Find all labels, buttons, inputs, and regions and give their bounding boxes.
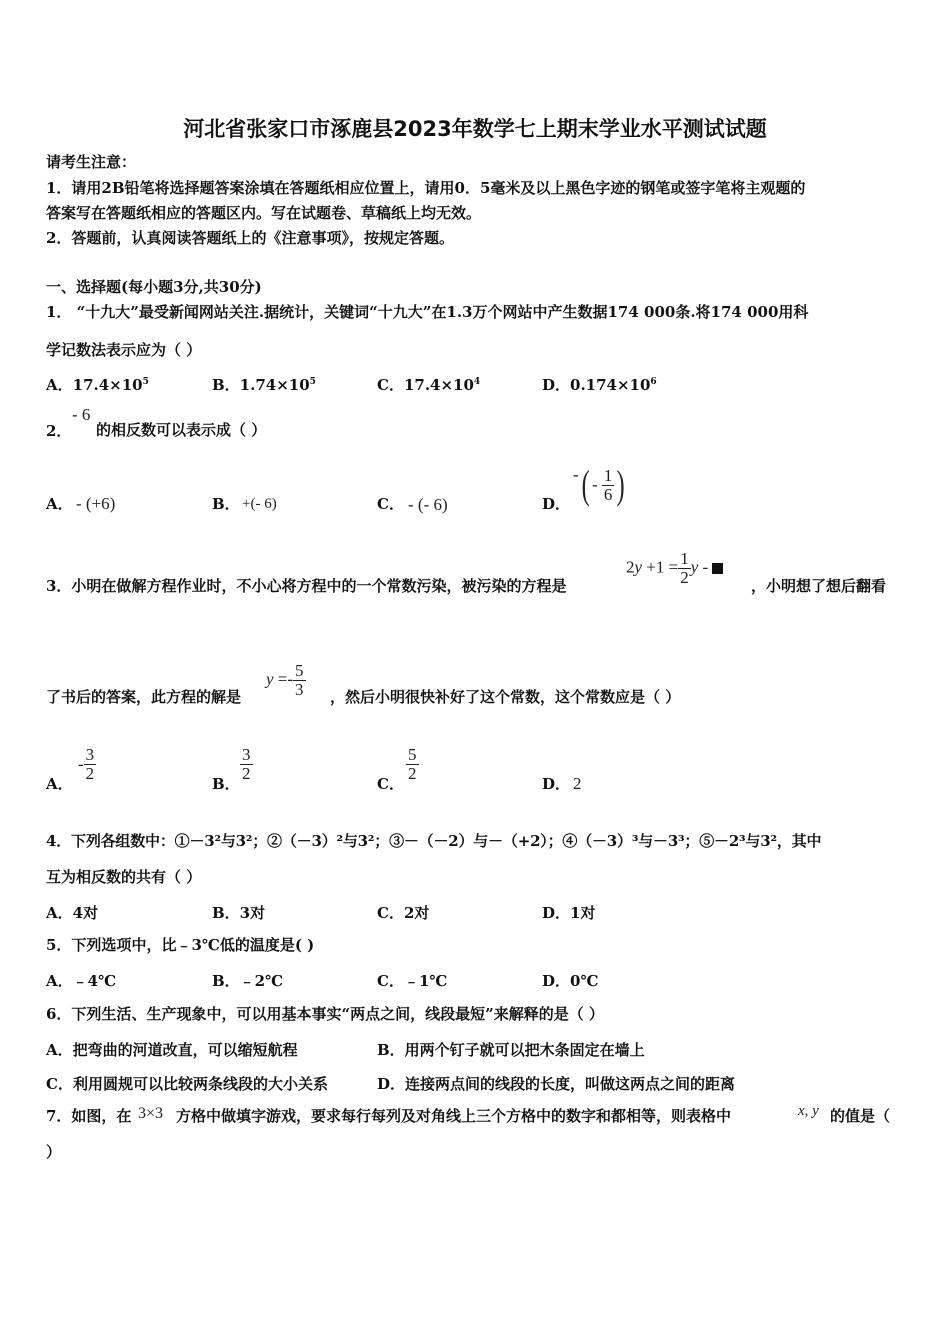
q6-option-a: A．把弯曲的河道改直，可以缩短航程 bbox=[46, 1041, 298, 1059]
q5-option-c: C．﹣1℃ bbox=[377, 972, 448, 990]
q3-option-c-label: C． bbox=[377, 775, 404, 793]
q2-d-outer-sign: - bbox=[573, 465, 579, 484]
q7-variables: x, y bbox=[798, 1103, 819, 1119]
q4-option-c: C．2对 bbox=[377, 904, 430, 922]
q6-text: 6．下列生活、生产现象中，可以用基本事实“两点之间，线段最短”来解释的是（ ） bbox=[46, 1005, 604, 1023]
q5-option-a: A．﹣4℃ bbox=[46, 972, 117, 990]
notice-item-2: 2．答题前，认真阅读答题纸上的《注意事项》，按规定答题。 bbox=[46, 229, 454, 247]
q5-option-d: D．0℃ bbox=[542, 972, 599, 990]
q1-option-d: D．$0.174\times 10^6$ bbox=[542, 376, 657, 394]
q3-text-2: 了书后的答案，此方程的解是 bbox=[46, 688, 242, 706]
q4-option-d: D．1对 bbox=[542, 904, 596, 922]
q7-text-end: 的值是（ bbox=[830, 1107, 891, 1125]
q3-option-c: $\frac{5}{2}$ bbox=[408, 745, 417, 783]
q2-option-a: - (+6) bbox=[76, 494, 116, 513]
q4-text: 4．下列各组数中：①－3²与3²；②（－3）²与3²；③－（－2）与－（+2）；④（－3）³与－3³；⑤－2³与3²，其中 bbox=[46, 832, 822, 850]
page-title: 河北省张家口市涿鹿县2023年数学七上期末学业水平测试试题 bbox=[183, 117, 767, 141]
q3-sol-fraction: $\frac{5}{3}$ bbox=[295, 661, 304, 699]
notice-item-1-cont: 答案写在答题纸相应的答题区内。写在试题卷、草稿纸上均无效。 bbox=[46, 204, 482, 222]
q3-option-a-label: A． bbox=[46, 775, 73, 793]
q7-text: 7．如图，在 bbox=[46, 1107, 132, 1125]
q2-option-a-label: A． bbox=[46, 495, 73, 513]
q3-option-d-label: D． bbox=[542, 775, 571, 793]
q5-option-b: B．﹣2℃ bbox=[212, 972, 284, 990]
q1-option-b: B．$1.74\times 10^5$ bbox=[212, 376, 316, 394]
q2-option-d bbox=[573, 462, 628, 507]
q4-option-a: A．4对 bbox=[46, 904, 99, 922]
section-heading: 一、选择题(每小题3分,共30分) bbox=[46, 278, 262, 296]
notice-item-1: 1．请用2B铅笔将选择题答案涂填在答题纸相应位置上，请用0．5毫米及以上黑色字迹的钢笔或签字笔将主观题的 bbox=[46, 179, 806, 197]
q2-option-b: +(- 6) bbox=[242, 496, 277, 512]
q7-text-cont: 方格中做填字游戏，要求每行每列及对角线上三个方格中的数字和都相等，则表格中 bbox=[176, 1107, 732, 1125]
q2-option-c: - (- 6) bbox=[408, 495, 448, 514]
q3-text: 3．小明在做解方程作业时，不小心将方程中的一个常数污染，被污染的方程是 bbox=[46, 577, 567, 595]
q3-option-b-label: B． bbox=[212, 775, 240, 793]
q2-number: 2． bbox=[46, 422, 72, 440]
q7-text-close: ） bbox=[46, 1143, 62, 1161]
q1-text-cont: 学记数法表示应为（ ） bbox=[46, 341, 202, 359]
q1-option-a: A．$17.4\times 10^5$ bbox=[46, 376, 149, 394]
q1-option-c: C．$17.4\times 10^4$ bbox=[377, 376, 481, 394]
q2-d-fraction: $\frac{1}{6}$ bbox=[603, 465, 613, 504]
q3-text-cont: ，小明想了想后翻看 bbox=[751, 577, 887, 595]
q6-option-d: D．连接两点间的线段的长度，叫做这两点之间的距离 bbox=[377, 1075, 736, 1093]
q5-text: 5．下列选项中，比﹣3℃低的温度是( ) bbox=[46, 936, 315, 954]
q6-option-c: C．利用圆规可以比较两条线段的大小关系 bbox=[46, 1075, 328, 1093]
q2-text: 的相反数可以表示成（ ） bbox=[96, 421, 267, 439]
notice-heading: 请考生注意： bbox=[46, 153, 137, 171]
q3-text-3: ，然后小明很快补好了这个常数，这个常数应是（ ） bbox=[330, 688, 681, 706]
q3-equation: 2y +1 = $\frac{1}{2}$ y - bbox=[626, 550, 723, 587]
q6-option-b: B．用两个钉子就可以把木条固定在墙上 bbox=[377, 1041, 645, 1059]
q3-solution: y =- $\frac{5}{3}$ bbox=[266, 661, 304, 699]
q2-d-close-paren: ) bbox=[617, 462, 626, 507]
q4-option-b: B．3对 bbox=[212, 904, 266, 922]
q3-option-b: $\frac{3}{2}$ bbox=[242, 745, 251, 783]
ink-blot-icon bbox=[712, 563, 723, 574]
q3-option-d: 2 bbox=[573, 774, 582, 793]
q3-option-a: - $\frac{3}{2}$ bbox=[78, 745, 95, 783]
q3-eq-fraction: $\frac{1}{2}$ bbox=[680, 549, 689, 587]
q1-text: 1． “十九大”最受新闻网站关注.据统计，关键词“十九大”在1.3万个网站中产生数据174 000条.将174 000用科 bbox=[46, 303, 809, 321]
q4-text-cont: 互为相反数的共有（ ） bbox=[46, 868, 202, 886]
q7-grid-size: 3×3 bbox=[138, 1105, 164, 1122]
q2-expression: - 6 bbox=[72, 405, 91, 424]
q2-option-b-label: B． bbox=[212, 495, 240, 513]
q2-option-d-label: D． bbox=[542, 495, 571, 513]
q2-d-inner-sign: - bbox=[592, 475, 598, 494]
q2-d-open-paren: ( bbox=[581, 462, 590, 507]
q2-option-c-label: C． bbox=[377, 495, 404, 513]
